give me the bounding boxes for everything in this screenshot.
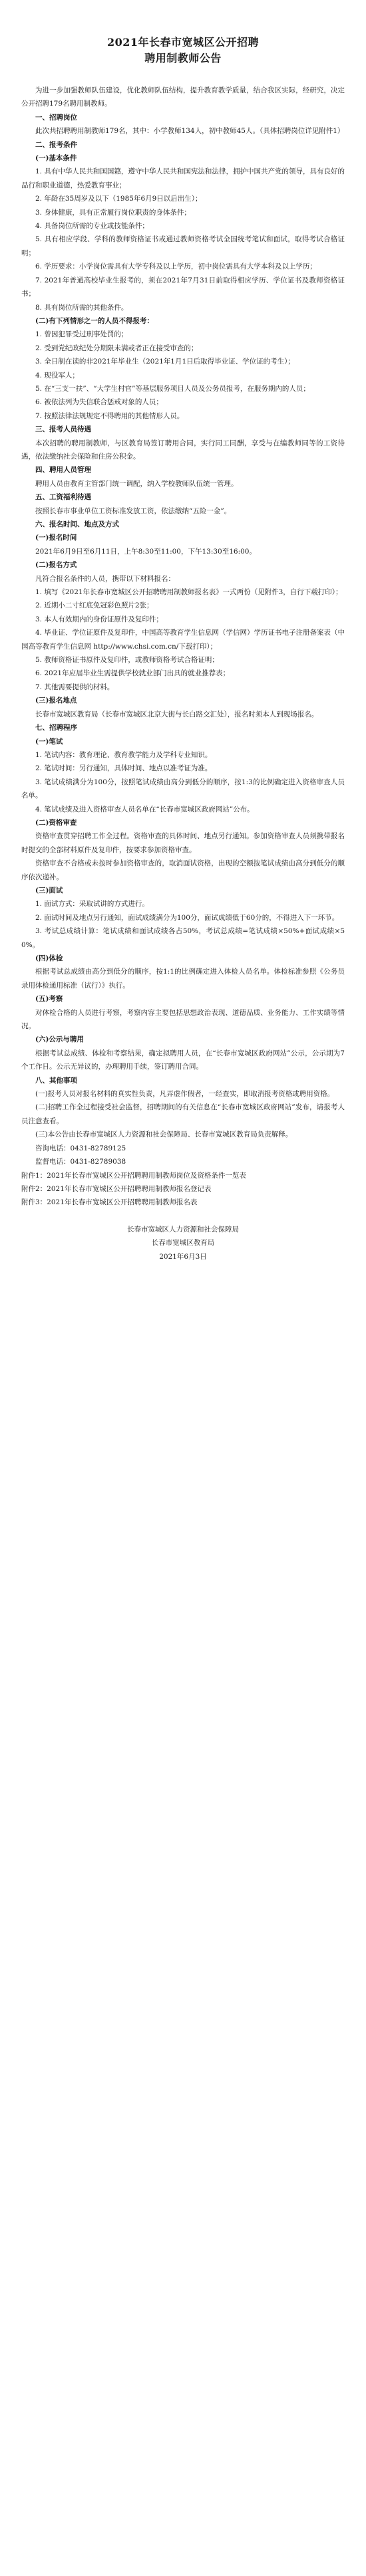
- subsection-heading: (二)报名方式: [35, 561, 77, 570]
- signature-gap: [21, 1210, 345, 1223]
- section-heading: 四、聘用人员管理: [35, 466, 91, 475]
- paragraph: 2021年6月9日至6月11日，上午8:30至11:00，下午13:30至16:00。: [35, 547, 256, 556]
- subsection-heading: (三)报名地点: [35, 697, 77, 705]
- section-heading: 三、报考人员待遇: [35, 425, 91, 434]
- paragraph: 监督电话：0431-82789038: [35, 1158, 126, 1166]
- paragraph: 此次共招聘聘用制教师179名，其中：小学教师134人，初中教师45人。（具体招聘岗位详见附件1）: [35, 127, 345, 136]
- paragraph: 5. 在“三支一扶”、“大学生村官”等基层服务项目人员及公务员报考，在服务期内的人员；: [35, 384, 310, 393]
- section-heading: 五、工资福利待遇: [35, 493, 91, 502]
- paragraph: 4. 笔试成绩及进入资格审查人员名单在“长春市宽城区政府网站”公布。: [35, 805, 254, 813]
- paragraph: 按照长春市事业单位工资标准发放工资，依法缴纳“五险一金”。: [35, 506, 232, 515]
- section-heading: 一、招聘岗位: [35, 113, 77, 122]
- paragraph: 5. 具有相应学段、学科的教师资格证书或通过教师资格考试全国统考笔试和面试，取得考试合格证明；: [21, 235, 345, 257]
- paragraph: 根据考试总成绩、体检和考察结果，确定拟聘用人员，在“长春市宽城区政府网站”公示，公示期为7个工作日。公示无异议的，办理聘用手续，签订聘用合同。: [21, 1049, 345, 1071]
- paragraph: 6. 被依法列为失信联合惩戒对象的人员；: [35, 398, 163, 407]
- signature-date: 2021年6月3日: [159, 1252, 207, 1261]
- subsection-heading: (二)有下列情形之一的人员不得报考：: [35, 316, 154, 325]
- section-heading: 二、报考条件: [35, 140, 77, 149]
- paragraph: 2. 受到党纪政纪处分期限未满或者正在接受审查的；: [35, 344, 198, 352]
- section-heading: 七、招聘程序: [35, 724, 77, 732]
- attachment-line: 附件2：2021年长春市宽城区公开招聘聘用制教师报名登记表: [21, 1184, 212, 1193]
- paragraph: 为进一步加强教师队伍建设，优化教师队伍结构，提升教育教学质量，结合我区实际，经研究，决定公开招聘179名聘用制教师。: [21, 86, 345, 108]
- subsection-heading: (四)体检: [35, 954, 63, 962]
- paragraph: (一)报考人员对报名材料的真实性负责，凡弄虚作假者，一经查实，即取消报考资格或聘用资格。: [35, 1090, 335, 1099]
- paragraph: 2. 年龄在35周岁及以下（1985年6月9日以后出生）；: [35, 195, 202, 203]
- paragraph: (三)本公告由长春市宽城区人力资源和社会保障局、长春市宽城区教育局负责解释。: [35, 1130, 293, 1139]
- subsection-heading: (一)基本条件: [35, 154, 77, 163]
- paragraph: 4. 毕业证、学位证原件及复印件，中国高等教育学生信息网（学信网）学历证书电子注册备案表（中国高等教育学生信息网 http://www.chsi.com.cn/下载打印）；: [21, 629, 345, 651]
- paragraph: 1. 具有中华人民共和国国籍，遵守中华人民共和国宪法和法律，拥护中国共产党的领导，具有良好的品行和职业道德，热爱教育事业；: [21, 167, 345, 189]
- paragraph: 3. 全日制在读的非2021年毕业生（2021年1月1日后取得毕业证、学位证的考生）；: [35, 358, 295, 366]
- attachment-line: 附件1：2021年长春市宽城区公开招聘聘用制教师岗位及资格条件一览表: [21, 1171, 246, 1180]
- paragraph: 长春市宽城区教育局（长春市宽城区北京大街与长白路交汇处），报名时须本人到现场报名。: [35, 710, 319, 718]
- paragraph: 6. 学历要求：小学岗位需具有大学专科及以上学历，初中岗位需具有大学本科及以上学历；: [35, 263, 317, 271]
- section-heading: 六、报名时间、地点及方式: [35, 520, 119, 528]
- paragraph: 1. 填写《2021年长春市宽城区公开招聘聘用制教师报名表》一式两份（见附件3，自行下载打印）；: [35, 588, 343, 597]
- paragraph: 凡符合报名条件的人员，携带以下材料报名：: [35, 574, 175, 583]
- paragraph: 1. 曾因犯罪受过刑事处罚的；: [35, 330, 128, 339]
- paragraph: 7. 其他需要提供的材料。: [35, 683, 114, 691]
- paragraph: 3. 考试总成绩计算：笔试成绩和面试成绩各占50%，考试总成绩=笔试成绩×50%+面试成绩×50%。: [21, 927, 345, 949]
- paragraph: 2. 面试时间及地点另行通知，面试成绩满分为100分，面试成绩低于60分的，不得进入下一环节。: [35, 913, 339, 922]
- subsection-heading: (一)报名时间: [35, 534, 77, 542]
- title-line-2: 聘用制教师公告: [144, 52, 222, 64]
- document-body: [21, 84, 345, 1210]
- paragraph: 7. 2021年普通高校毕业生报考的，须在2021年7月31日前取得相应学历、学位证书及教师资格证书；: [21, 276, 345, 298]
- paragraph: 1. 面试方式：采取试讲的方式进行。: [35, 900, 149, 909]
- paragraph: 7. 按照法律法规规定不得聘用的其他情形人员。: [35, 411, 184, 420]
- paragraph: 3. 本人有效期内的身份证原件及复印件；: [35, 615, 163, 623]
- paragraph: 对体检合格的人员进行考察，考察内容主要包括思想政治表现、道德品质、业务能力、工作实绩等情况。: [21, 1008, 345, 1031]
- section-heading: 八、其他事项: [35, 1076, 77, 1085]
- signature-org-1: 长春市宽城区人力资源和社会保障局: [127, 1225, 239, 1234]
- title-line-1: 2021年长春市宽城区公开招聘: [106, 36, 260, 49]
- attachment-line: 附件3：2021年长春市宽城区公开招聘聘用制教师报名表: [21, 1198, 198, 1207]
- paragraph: 资格审查不合格或未按时参加资格审查的，取消面试资格，出现的空额按笔试成绩由高分到低分的顺序依次递补。: [21, 859, 345, 881]
- subsection-heading: (一)笔试: [35, 737, 63, 746]
- paragraph: 资格审查贯穿招聘工作全过程。资格审查的具体时间、地点另行通知。参加资格审查人员须携带报名时提交的全部材料原件及复印件，按要求参加资格审查。: [21, 832, 345, 854]
- subsection-heading: (二)资格审查: [35, 818, 77, 827]
- paragraph: 8. 具有岗位所需的其他条件。: [35, 303, 128, 312]
- paragraph: 根据考试总成绩由高分到低分的顺序，按1:1的比例确定进入体检人员名单。体检标准参照《公务员录用体检通用标准（试行）》执行。: [21, 968, 345, 990]
- paragraph: (二)招聘工作全过程接受社会监督，招聘期间的有关信息在“长春市宽城区政府网站”发布，请报考人员注意查看。: [21, 1103, 345, 1125]
- paragraph: 5. 教师资格证书原件及复印件，或教师资格考试合格证明；: [35, 656, 219, 665]
- paragraph: 本次招聘的聘用制教师，与区教育局签订聘用合同，实行同工同酬，享受与在编教师同等的工资待遇，依法缴纳社会保险和住房公积金。: [21, 439, 345, 461]
- paragraph: 6. 2021年应届毕业生需提供学校就业部门出具的就业推荐表；: [35, 669, 230, 678]
- paragraph: 3. 身体健康，具有正常履行岗位职责的身体条件；: [35, 208, 191, 217]
- page-title: [21, 35, 345, 66]
- paragraph: 4. 现役军人；: [35, 371, 79, 379]
- subsection-heading: (六)公示与聘用: [35, 1035, 84, 1044]
- paragraph: 3. 笔试成绩满分为100分，按照笔试成绩由高分到低分的顺序，按1:3的比例确定进入资格审查人员名单。: [21, 778, 345, 800]
- paragraph: 4. 具备岗位所需的专业或技能条件；: [35, 222, 149, 231]
- signature-org-2: 长春市宽城区教育局: [151, 1239, 215, 1247]
- paragraph: 2. 笔试时间：另行通知，具体时间、地点以准考证为准。: [35, 764, 212, 773]
- paragraph: 1. 笔试内容：教育理论、教育教学能力及学科专业知识。: [35, 750, 212, 759]
- subsection-heading: (五)考察: [35, 995, 63, 1004]
- paragraph: 2. 近期小二寸红底免冠彩色照片2张；: [35, 601, 154, 610]
- subsection-heading: (三)面试: [35, 886, 63, 895]
- paragraph: 咨询电话：0431-82789125: [35, 1144, 126, 1152]
- paragraph: 聘用人员由教育主管部门统一调配，纳入学校教师队伍统一管理。: [35, 479, 238, 488]
